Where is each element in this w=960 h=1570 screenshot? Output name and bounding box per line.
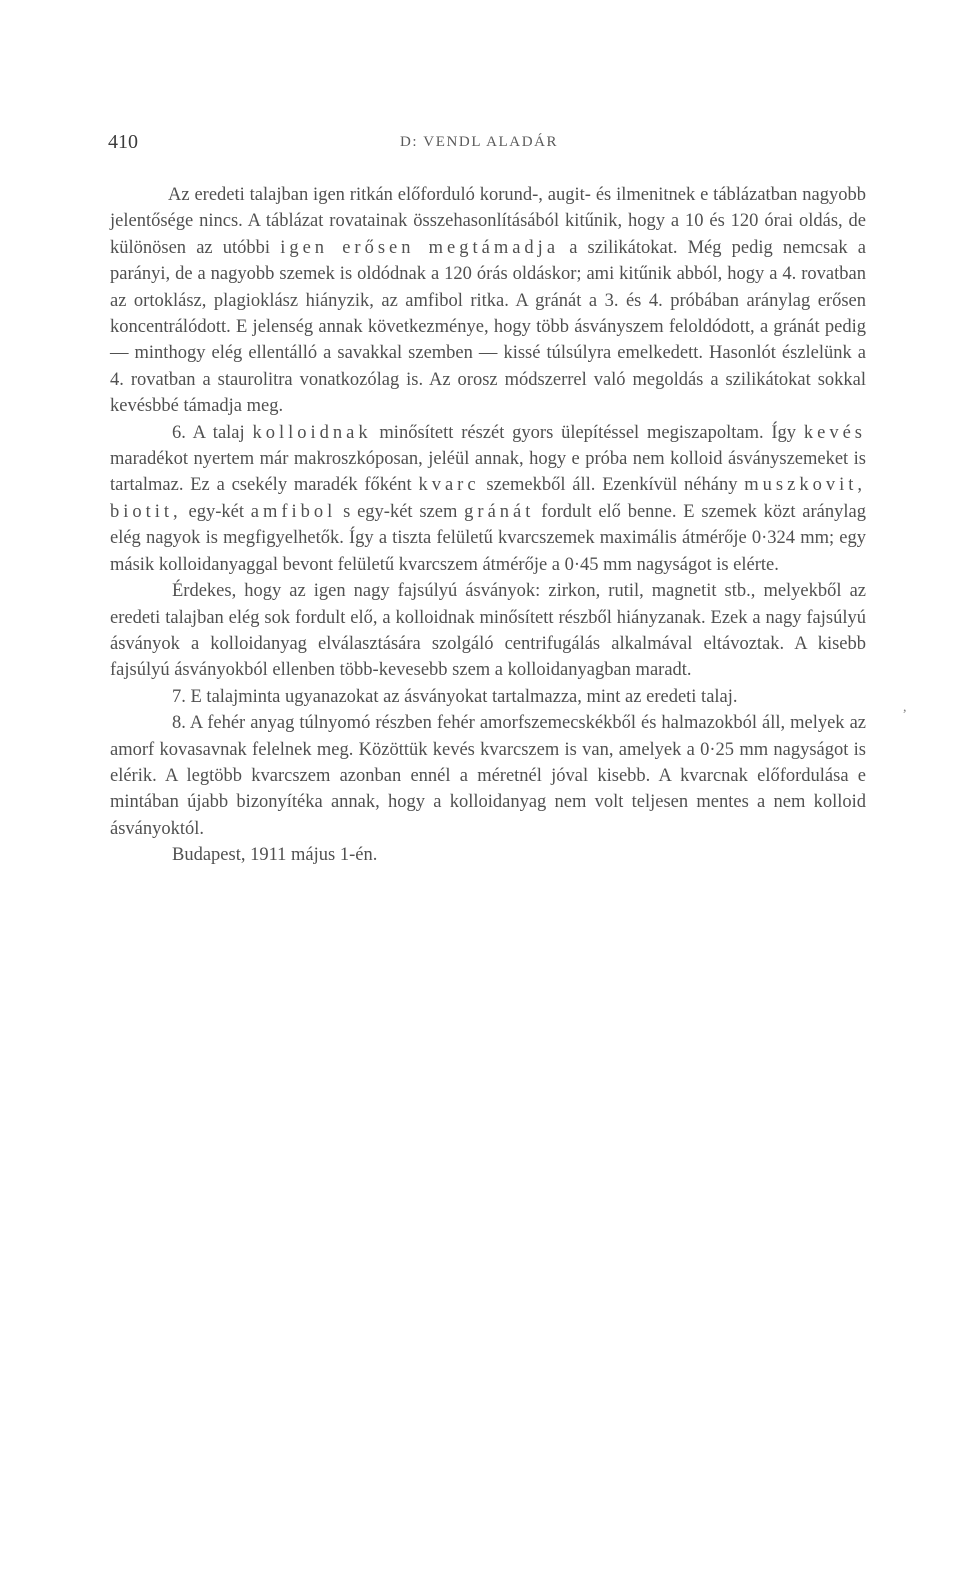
paragraph-text: 8. A fehér anyag túlnyomó részben fehér amorfszemecskékből és halmazokból áll, melyek az amorf kovasavnak felelnek meg. Közöttük kevés kvarcszem is van, amelyek a 0·25 mm nagyságot is elérik. A legtöbb kvarcszem azonban ennél a méretnél jóval kisebb. A kvarcnak előfordulása e mintában újabb bizonyítéka annak, hogy a kolloidanyag nem volt teljesen mentes a nem kolloid ásványoktól. (110, 713, 866, 839)
paragraph (110, 420, 866, 578)
running-head: D: VENDL ALADÁR (400, 134, 559, 150)
paragraph-text: a szilikátokat. Még pedig nemcsak a parányi, de a nagyobb szemek is oldódnak a 120 órás oldáskor; ami kitűnik abból, hogy a 4. rovatban az ortoklász, plagioklász hiányzik, az amfibol ritka. A gránát a 3. és 4. próbában aránylag erősen koncentrálódott. E jelenség annak következménye, hogy több ásványszem feloldódott, a gránát pedig — minthogy elég ellentálló a savakkal szemben — kissé túlsúlyra emelkedett. Hasonlót észlelünk a 4. rovatban a staurolitra vonatkozólag is. Az orosz módszerrel való megoldás a szilikátokat sokkal kevésbbé támadja meg. (110, 237, 866, 417)
emphasis-text: amfibol (250, 501, 337, 522)
emphasis-text: gránát (464, 501, 535, 522)
paragraph (110, 710, 866, 842)
paragraph (110, 684, 866, 710)
paragraph-text: maradékot nyertem már makroszkóposan, jeléül annak, hogy e próba nem kolloid ásványszemeket is tartalmaz. Ez a csekély maradék főként (110, 449, 866, 496)
paragraph-text: szemekből áll. Ezenkívül néhány (479, 475, 745, 496)
margin-mark: , (903, 700, 907, 715)
emphasis-text: kevés (803, 422, 866, 443)
paragraph-text: Az eredeti talajban igen ritkán előforduló korund-, augit- és ilmenitnek e táblázatban nagyobb jelentősége nincs. A táblázat rovatainak összehasonlításából kitűnik, hogy a 10 és 120 órai oldás, de különösen az utóbbi (110, 185, 866, 258)
page-number: 410 (108, 131, 138, 153)
paragraph (110, 578, 866, 684)
page-header (108, 131, 866, 159)
emphasis-text: muszkovit, biotit, (110, 475, 866, 522)
paragraph-text: Érdekes, hogy az igen nagy fajsúlyú ásványok: zirkon, rutil, magnetit stb., melyekből az eredeti talajban elég sok fordult elő, a kolloidnak minősített részből hiányzanak. Ezek a nagy fajsúlyú ásványok a kolloidanyag elválasztására szolgáló centrifugálás alkalmával eltávoztak. A kisebb fajsúlyú ásványokból ellenben több-kevesebb szem a kolloidanyagban maradt. (110, 581, 866, 681)
paragraph-text: s egy-két szem (336, 501, 465, 522)
paragraph-text: fordult elő benne. E szemek közt aránylag elég nagyok is megfigyelhetők. Így a tiszta felületű kvarcszemek maximális átmérője 0·324 mm; egy másik kolloidanyaggal bevont felületű kvarcszem átmérője a 0·45 mm nagyságot is elérte. (110, 501, 866, 575)
paragraph-text: 7. E talajminta ugyanazokat az ásványokat tartalmazza, mint az eredeti talaj. (172, 686, 738, 707)
paragraph-text: egy-két (181, 501, 251, 522)
emphasis-text: kvarc (418, 475, 480, 496)
paragraph-text: 6. A talaj (172, 422, 253, 443)
paragraph-text: minősített részét gyors ülepítéssel megiszapoltam. Így (371, 422, 804, 443)
body-text (110, 182, 866, 869)
dateline: Budapest, 1911 május 1-én. (172, 845, 378, 866)
paragraph (110, 182, 866, 420)
emphasis-text: igen erősen megtámadja (280, 237, 560, 258)
emphasis-text: kolloidnak (252, 422, 372, 443)
